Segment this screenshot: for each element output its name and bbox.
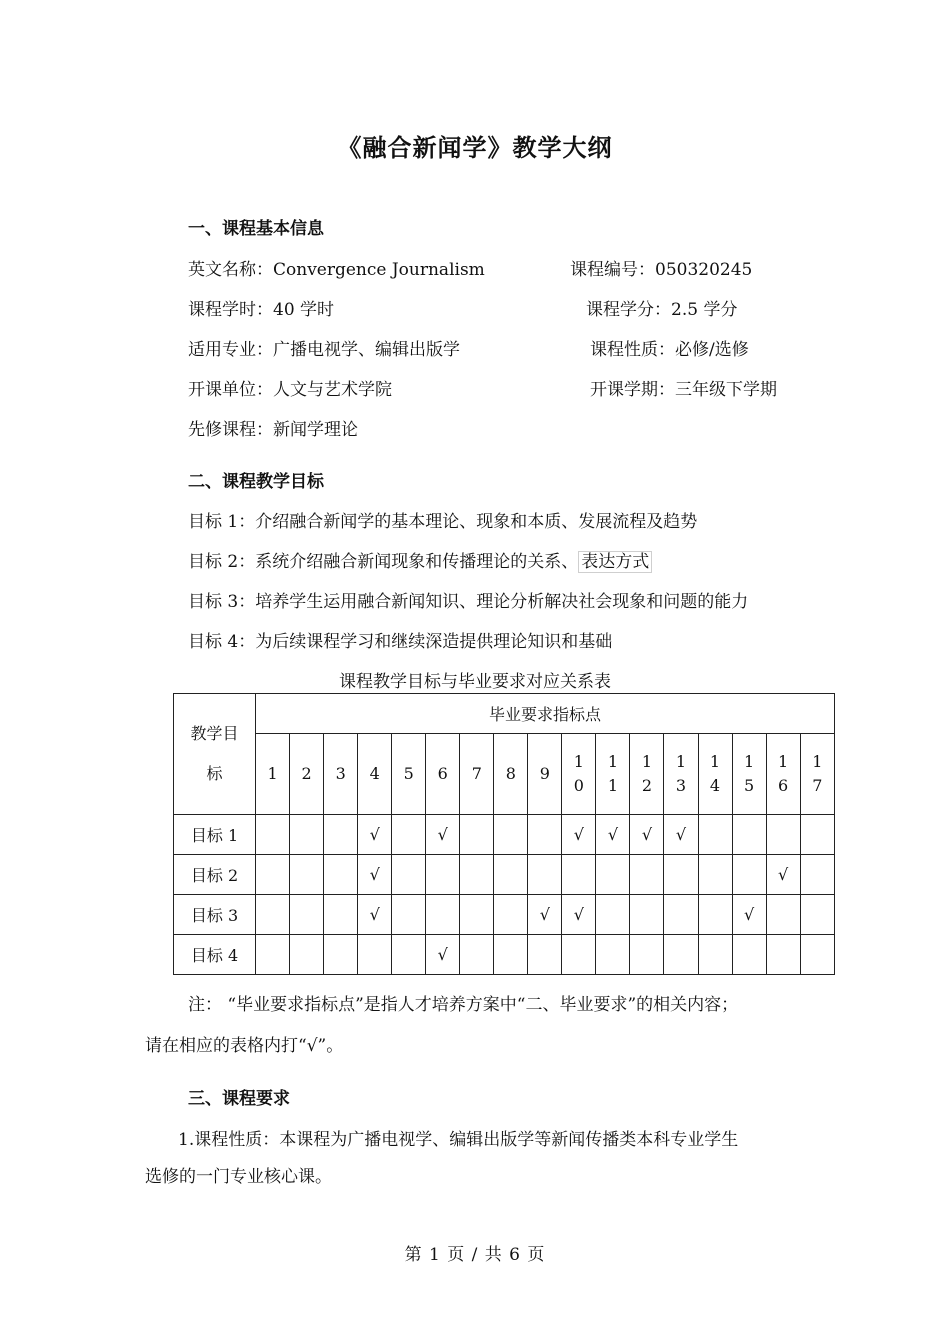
indicator-header-15: [732, 734, 766, 815]
table-cell: [460, 935, 494, 975]
indicator-digit: 1: [675, 752, 687, 771]
check-mark-cell: √: [426, 935, 460, 975]
table-cell: [528, 855, 562, 895]
table-cell: [630, 855, 664, 895]
table-cell: [494, 815, 528, 855]
table-cell: [324, 815, 358, 855]
page-footer: 第 1 页 / 共 6 页: [404, 1245, 546, 1265]
table-corner-header: [174, 694, 256, 815]
goal-2: [188, 547, 652, 572]
goal-requirement-table: [173, 693, 835, 975]
course-code: 课程编号：050320245: [570, 260, 753, 280]
table-cell: [460, 855, 494, 895]
indicator-header-2: [290, 734, 324, 815]
table-caption: 课程教学目标与毕业要求对应关系表: [339, 672, 611, 692]
indicator-digit: 1: [641, 752, 653, 771]
table-cell: [392, 895, 426, 935]
table-cell: [596, 855, 630, 895]
table-cell: [664, 895, 698, 935]
goal-2-text: 目标 2：系统介绍融合新闻现象和传播理论的关系、: [188, 552, 579, 572]
indicator-digit: 4: [369, 764, 380, 783]
row-label: 目标 3: [174, 895, 256, 935]
table-row: [174, 895, 835, 935]
table-cell: [392, 815, 426, 855]
corner-line-1: 教学目: [190, 724, 239, 743]
course-credits: 课程学分：2.5 学分: [586, 300, 738, 320]
table-cell: [800, 895, 834, 935]
table-cell: [528, 815, 562, 855]
indicator-digit: 1: [743, 752, 755, 771]
offering-unit: 开课单位：人文与艺术学院: [188, 380, 392, 400]
section-heading-requirements: 三、课程要求: [188, 1089, 290, 1109]
indicator-header-10: [562, 734, 596, 815]
indicator-header-12: [630, 734, 664, 815]
table-cell: [426, 895, 460, 935]
check-mark-cell: √: [732, 895, 766, 935]
table-cell: [494, 855, 528, 895]
goal-3: 目标 3：培养学生运用融合新闻知识、理论分析解决社会现象和问题的能力: [188, 592, 749, 612]
table-cell: [290, 895, 324, 935]
table-cell: [630, 935, 664, 975]
indicator-digit: 2: [641, 776, 653, 795]
check-mark-cell: √: [358, 815, 392, 855]
table-cell: [256, 895, 290, 935]
table-cell: [698, 855, 732, 895]
indicator-digit: 7: [812, 776, 823, 795]
indicator-digit: 1: [573, 752, 584, 771]
table-row: [174, 815, 835, 855]
indicator-header-17: [800, 734, 834, 815]
indicator-header-7: [460, 734, 494, 815]
indicator-digit: 5: [743, 776, 755, 795]
course-nature: 课程性质：必修/选修: [590, 340, 749, 360]
table-cell: [426, 855, 460, 895]
check-mark-cell: √: [664, 815, 698, 855]
table-cell: [766, 935, 800, 975]
goal-4: 目标 4：为后续课程学习和继续深造提供理论知识和基础: [188, 632, 613, 652]
indicator-header-11: [596, 734, 630, 815]
table-cell: [732, 815, 766, 855]
indicator-digit: 0: [573, 776, 584, 795]
table-cell: [494, 895, 528, 935]
table-cell: [766, 895, 800, 935]
indicator-header-4: [358, 734, 392, 815]
indicator-digit: 1: [777, 752, 789, 771]
prerequisite-course: 先修课程：新闻学理论: [188, 420, 358, 440]
corner-line-2: 标: [206, 764, 223, 783]
table-cell: [766, 815, 800, 855]
indicator-digit: 6: [437, 764, 448, 783]
table-row: [174, 935, 835, 975]
indicator-digit: 1: [812, 752, 823, 771]
check-mark-cell: √: [426, 815, 460, 855]
indicator-digit: 9: [539, 764, 550, 783]
table-cell: [290, 855, 324, 895]
goal-1: 目标 1：介绍融合新闻学的基本理论、现象和本质、发展流程及趋势: [188, 512, 698, 532]
table-cell: [664, 855, 698, 895]
table-cell: [256, 935, 290, 975]
table-cell: [800, 815, 834, 855]
table-cell: [494, 935, 528, 975]
table-cell: [664, 935, 698, 975]
table-cell: [460, 815, 494, 855]
check-mark-cell: √: [766, 855, 800, 895]
check-mark-cell: √: [358, 855, 392, 895]
indicator-header-16: [766, 734, 800, 815]
indicator-digit: 3: [335, 764, 346, 783]
table-cell: [562, 935, 596, 975]
table-row: [174, 855, 835, 895]
indicator-digit: 1: [607, 752, 619, 771]
table-cell: [392, 855, 426, 895]
table-cell: [256, 855, 290, 895]
indicator-header-1: [256, 734, 290, 815]
group-header: 毕业要求指标点: [256, 694, 835, 734]
table-cell: [324, 855, 358, 895]
check-mark-cell: √: [630, 815, 664, 855]
indicator-header-6: [426, 734, 460, 815]
section-heading-goals: 二、课程教学目标: [188, 472, 324, 492]
indicator-digit: 1: [267, 764, 278, 783]
check-mark-cell: √: [358, 895, 392, 935]
section-heading-basic-info: 一、课程基本信息: [188, 219, 324, 239]
goal-2-boxed-text: 表达方式: [578, 551, 652, 573]
indicator-header-3: [324, 734, 358, 815]
table-cell: [800, 935, 834, 975]
row-label: 目标 2: [174, 855, 256, 895]
check-mark-cell: √: [562, 895, 596, 935]
indicator-header-14: [698, 734, 732, 815]
offering-semester: 开课学期：三年级下学期: [590, 380, 777, 400]
indicator-digit: 7: [471, 764, 482, 783]
table-cell: [698, 815, 732, 855]
table-cell: [324, 895, 358, 935]
indicator-header-13: [664, 734, 698, 815]
indicator-digit: 5: [403, 764, 414, 783]
indicator-digit: 4: [709, 776, 721, 795]
table-cell: [324, 935, 358, 975]
course-nature-paragraph-line-1: 1.课程性质：本课程为广播电视学、编辑出版学等新闻传播类本科专业学生: [178, 1130, 739, 1150]
table-cell: [698, 935, 732, 975]
table-cell: [732, 935, 766, 975]
indicator-header-9: [528, 734, 562, 815]
table-cell: [596, 935, 630, 975]
table-cell: [698, 895, 732, 935]
table-cell: [528, 935, 562, 975]
table-cell: [290, 935, 324, 975]
check-mark-cell: √: [562, 815, 596, 855]
table-cell: [392, 935, 426, 975]
indicator-digit: 2: [301, 764, 312, 783]
row-label: 目标 4: [174, 935, 256, 975]
table-note-line-1: 注： “毕业要求指标点”是指人才培养方案中“二、毕业要求”的相关内容；: [188, 995, 739, 1015]
course-nature-paragraph-line-2: 选修的一门专业核心课。: [145, 1167, 332, 1187]
table-cell: [358, 935, 392, 975]
applicable-majors: 适用专业：广播电视学、编辑出版学: [188, 340, 460, 360]
indicator-header-8: [494, 734, 528, 815]
indicator-digit: 8: [505, 764, 516, 783]
indicator-digit: 1: [709, 752, 721, 771]
course-hours: 课程学时：40 学时: [188, 300, 335, 320]
table-cell: [732, 855, 766, 895]
table-cell: [256, 815, 290, 855]
table-cell: [562, 855, 596, 895]
indicator-digit: 1: [607, 776, 619, 795]
english-name: 英文名称：Convergence Journalism: [188, 260, 485, 280]
check-mark-cell: √: [596, 815, 630, 855]
table-cell: [596, 895, 630, 935]
indicator-digit: 3: [675, 776, 687, 795]
row-label: 目标 1: [174, 815, 256, 855]
table-note-line-2: 请在相应的表格内打“√”。: [145, 1036, 344, 1056]
table-cell: [800, 855, 834, 895]
indicator-header-5: [392, 734, 426, 815]
indicator-digit: 6: [777, 776, 789, 795]
table-cell: [290, 815, 324, 855]
table-cell: [460, 895, 494, 935]
table-cell: [630, 895, 664, 935]
check-mark-cell: √: [528, 895, 562, 935]
page-title: 《融合新闻学》教学大纲: [337, 134, 613, 162]
